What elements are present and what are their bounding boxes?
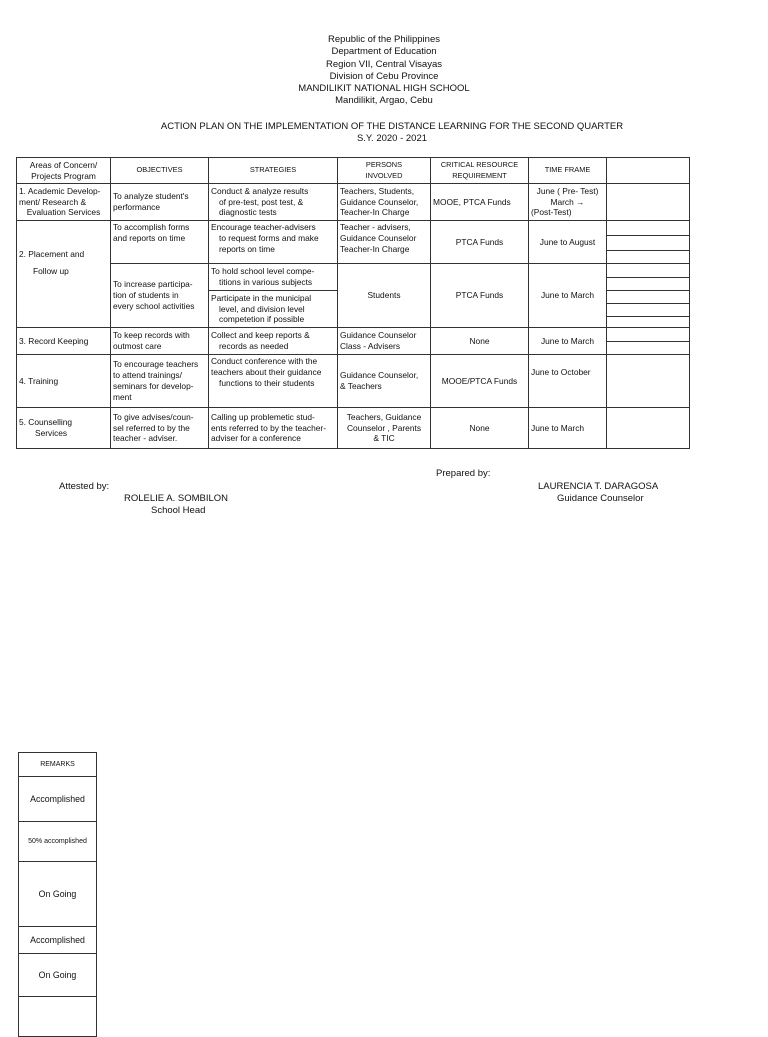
cell-resource: PTCA Funds xyxy=(431,264,529,328)
remark-cell-empty xyxy=(19,997,97,1037)
header-resource: CRITICAL RESOURCE REQUIREMENT xyxy=(431,158,529,184)
header-timeframe: TIME FRAME xyxy=(529,158,607,184)
cell-timeframe: June to October xyxy=(529,355,607,408)
header-line: Republic of the Philippines xyxy=(328,34,440,45)
attested-label: Attested by: xyxy=(59,481,110,492)
header-line: Mandilikit, Argao, Cebu xyxy=(335,95,433,107)
cell-objective: To encourage teachers to attend trainings/ seminars for develop- ment xyxy=(111,355,209,408)
header-area: Areas of Concern/ Projects Program xyxy=(17,158,111,184)
cell-objective: To analyze student's performance xyxy=(111,184,209,221)
cell-strategy: Participate in the municipal level, and division level competetion if possible xyxy=(209,291,338,328)
table-row xyxy=(17,264,690,291)
cell-resource: PTCA Funds xyxy=(431,221,529,264)
cell-area: 3. Record Keeping xyxy=(17,328,111,355)
cell-persons: Teacher - advisers, Guidance Counselor Teacher-In Charge xyxy=(338,221,431,264)
cell-persons: Guidance Counselor Class - Advisers xyxy=(338,328,431,355)
header-objectives: OBJECTIVES xyxy=(111,158,209,184)
head-name: ROLELIE A. SOMBILON xyxy=(124,493,229,504)
counselor-name: LAURENCIA T. DARAGOSA xyxy=(538,481,659,492)
action-plan-table xyxy=(16,157,690,449)
header-line: Department of Education xyxy=(331,46,437,58)
cell-strategy: Calling up problemetic stud- ents referred to by the teacher- adviser for a conference xyxy=(209,408,338,449)
head-title: School Head xyxy=(151,505,206,516)
header-line: MANDILIKIT NATIONAL HIGH SCHOOL xyxy=(298,83,470,95)
prepared-label: Prepared by: xyxy=(436,468,491,479)
table-row xyxy=(17,355,690,408)
title-line: ACTION PLAN ON THE IMPLEMENTATION OF THE DISTANCE LEARNING FOR THE SECOND QUARTER xyxy=(160,121,624,132)
remark-cell: On Going xyxy=(19,954,97,997)
remarks-header: REMARKS xyxy=(19,753,97,777)
table-header-row xyxy=(17,158,690,184)
header-persons: PERSONS INVOLVED xyxy=(338,158,431,184)
table-row xyxy=(17,221,690,264)
cell-objective: To keep records with outmost care xyxy=(111,328,209,355)
cell-resource: MOOE/PTCA Funds xyxy=(431,355,529,408)
counselor-title: Guidance Counselor xyxy=(557,493,644,504)
remark-cell: Accomplished xyxy=(19,927,97,954)
document-title xyxy=(0,121,768,145)
cell-persons: Teachers, Guidance Counselor , Parents & TIC xyxy=(338,408,431,449)
cell-area: 5. Counselling Services xyxy=(17,408,111,449)
school-year: S.Y. 2020 - 2021 xyxy=(356,133,428,144)
cell-blank xyxy=(607,221,690,264)
remark-cell: 50% accomplished xyxy=(19,822,97,862)
table-row xyxy=(17,184,690,221)
cell-blank xyxy=(607,355,690,408)
cell-area: 4. Training xyxy=(17,355,111,408)
table-row xyxy=(17,328,690,355)
cell-resource: None xyxy=(431,328,529,355)
cell-resource: None xyxy=(431,408,529,449)
cell-blank xyxy=(607,264,690,291)
remark-cell: On Going xyxy=(19,862,97,927)
cell-strategy: Encourage teacher-advisers to request forms and make reports on time xyxy=(209,221,338,264)
cell-persons: Teachers, Students, Guidance Counselor, Teacher-In Charge xyxy=(338,184,431,221)
cell-strategy: Collect and keep reports & records as needed xyxy=(209,328,338,355)
cell-blank xyxy=(607,184,690,221)
cell-objective: To increase participa- tion of students in every school activities xyxy=(111,264,209,328)
cell-objective: To give advises/coun- sel referred to by the teacher - adviser. xyxy=(111,408,209,449)
cell-timeframe: June to March xyxy=(529,408,607,449)
cell-timeframe: June to March xyxy=(529,328,607,355)
cell-strategy: To hold school level compe- titions in various subjects xyxy=(209,264,338,291)
cell-area: 1. Academic Develop- ment/ Research & Evaluation Services xyxy=(17,184,111,221)
header-blank xyxy=(607,158,690,184)
cell-objective: To accomplish forms and reports on time xyxy=(111,221,209,264)
remarks-table xyxy=(18,752,97,1037)
cell-persons: Students xyxy=(338,264,431,328)
remark-cell: Accomplished xyxy=(19,777,97,822)
cell-timeframe: June to March xyxy=(529,264,607,328)
table-row xyxy=(17,408,690,449)
header-line: Region VII, Central Visayas xyxy=(326,58,442,70)
cell-timeframe: June to August xyxy=(529,221,607,264)
school-header xyxy=(0,34,768,108)
cell-timeframe: June ( Pre- Test) March → (Post-Test) xyxy=(529,184,607,221)
cell-blank xyxy=(607,291,690,328)
cell-strategy: Conduct conference with the teachers about their guidance functions to their students xyxy=(209,355,338,408)
cell-blank xyxy=(607,328,690,355)
cell-resource: MOOE, PTCA Funds xyxy=(431,184,529,221)
cell-strategy: Conduct & analyze results of pre-test, post test, & diagnostic tests xyxy=(209,184,338,221)
cell-persons: Guidance Counselor, & Teachers xyxy=(338,355,431,408)
header-line: Division of Cebu Province xyxy=(329,70,439,82)
header-strategies: STRATEGIES xyxy=(209,158,338,184)
cell-blank xyxy=(607,408,690,449)
cell-area: 2. Placement and Follow up xyxy=(17,221,111,328)
